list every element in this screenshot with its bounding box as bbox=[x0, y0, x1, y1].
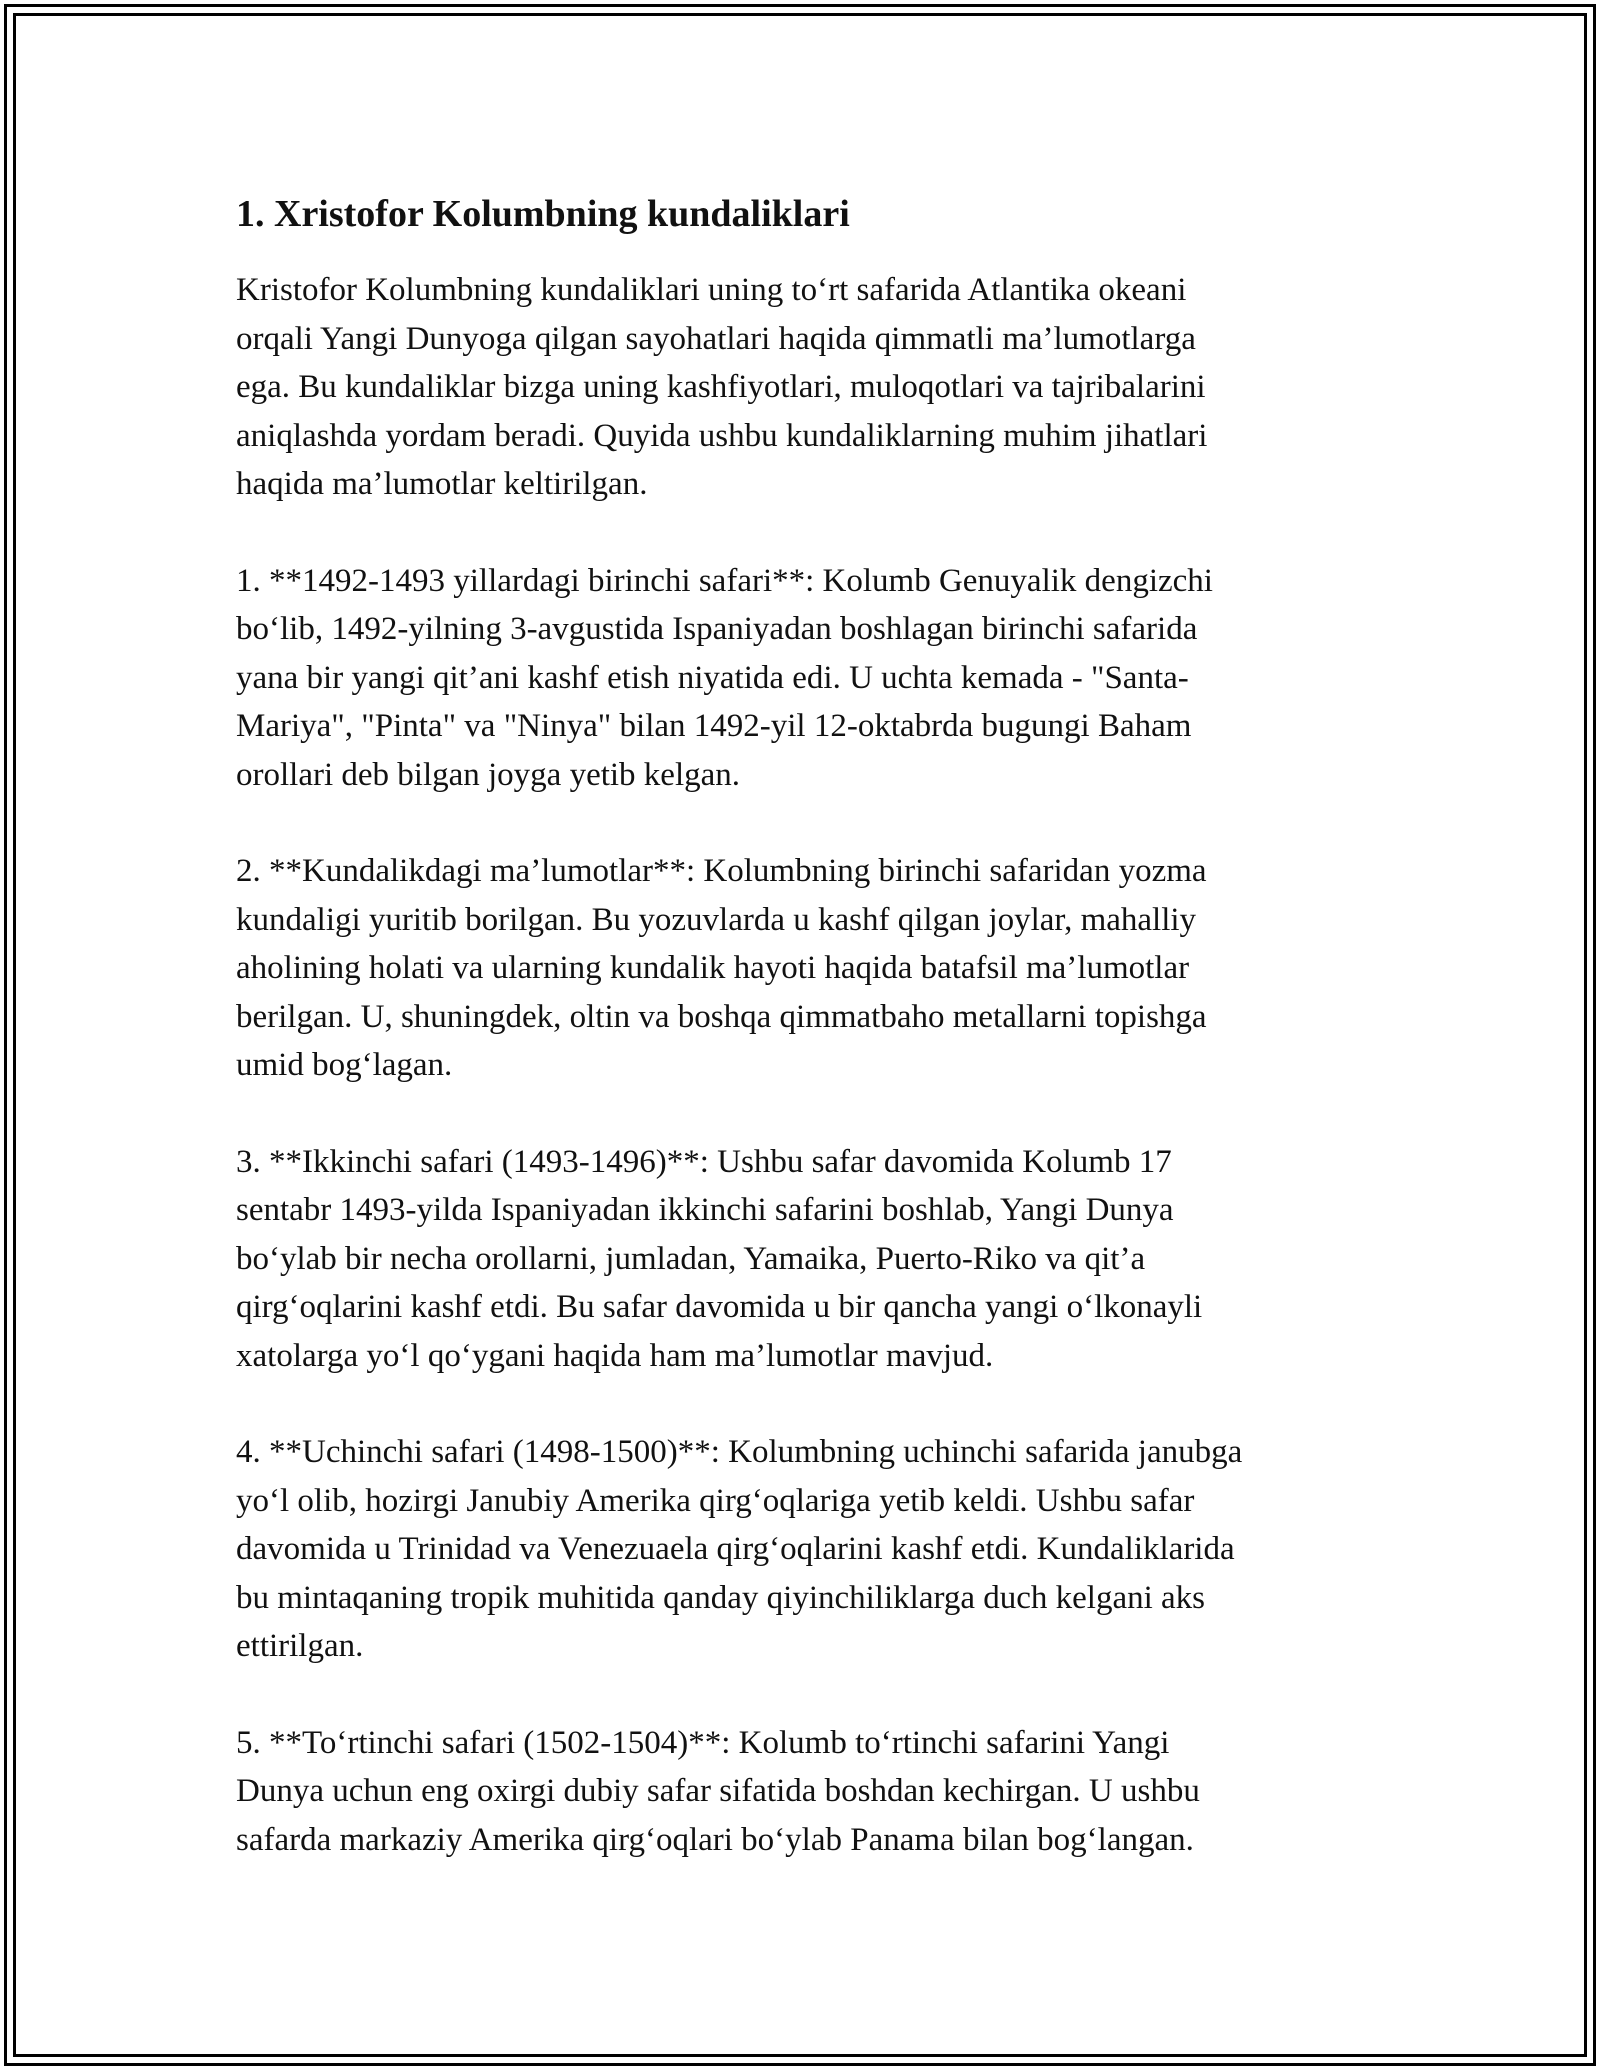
list-item-third-voyage: 4. **Uchinchi safari (1498-1500)**: Kolumbning uchinchi safarida janubga yo‘l olib, hozirgi Janubiy Amerika qirg‘oqlariga yetib keldi. Ushbu safar davomida u Trinidad va Venezuaela qirg‘oqlarini kashf etdi. Kundaliklarida bu mintaqaning tropik muhitida qanday qiyinchiliklarga duch kelgani aks ettirilgan. bbox=[236, 1434, 1243, 1664]
document-body bbox=[236, 188, 1376, 1912]
list-item-fourth-voyage: 5. **To‘rtinchi safari (1502-1504)**: Kolumb to‘rtinchi safarini Yangi Dunya uchun eng oxirgi dubiy safar sifatida boshdan kechirgan. U ushbu safarda markaziy Amerika qirg‘oqlari bo‘ylab Panama bilan bog‘langan. bbox=[236, 1724, 1200, 1858]
list-item-second-voyage: 3. **Ikkinchi safari (1493-1496)**: Ushbu safar davomida Kolumb 17 sentabr 1493-yilda Ispaniyadan ikkinchi safarini boshlab, Yangi Dunya bo‘ylab bir necha orollarni, jumladan, Yamaika, Puerto-Riko va qit’a qirg‘oqlarini kashf etdi. Bu safar davomida u bir qancha yangi o‘lkonayli xatolarga yo‘l qo‘ygani haqida ham ma’lumotlar mavjud. bbox=[236, 1143, 1203, 1374]
list-item-journal-info: 2. **Kundalikdagi ma’lumotlar**: Kolumbning birinchi safaridan yozma kundaligi yuritib borilgan. Bu yozuvlarda u kashf qilgan joylar, mahalliy aholining holati va ularning kundalik hayoti haqida batafsil ma’lumotlar berilgan. U, shuningdek, oltin va boshqa qimmatbaho metallarni topishga umid bog‘lagan. bbox=[236, 853, 1207, 1083]
document-title: 1. Xristofor Kolumbning kundaliklari bbox=[236, 193, 850, 235]
list-item-first-voyage: 1. **1492-1493 yillardagi birinchi safari**: Kolumb Genuyalik dengizchi bo‘lib, 1492-yilning 3-avgustida Ispaniyadan boshlagan birinchi safarida yana bir yangi qit’ani kashf etish niyatida edi. U uchta kemada - "Santa- Mariya", "Pinta" va "Ninya" bilan 1492-yil 12-oktabrda bugungi Baham orollari deb bilgan joyga yetib kelgan. bbox=[236, 562, 1213, 793]
intro-paragraph: Kristofor Kolumbning kundaliklari uning to‘rt safarida Atlantika okeani orqali Yangi Dunyoga qilgan sayohatlari haqida qimmatli ma’lumotlarga ega. Bu kundaliklar bizga uning kashfiyotlari, muloqotlari va tajribalarini aniqlashda yordam beradi. Quyida ushbu kundaliklarning muhim jihatlari haqida ma’lumotlar keltirilgan. bbox=[236, 272, 1208, 502]
